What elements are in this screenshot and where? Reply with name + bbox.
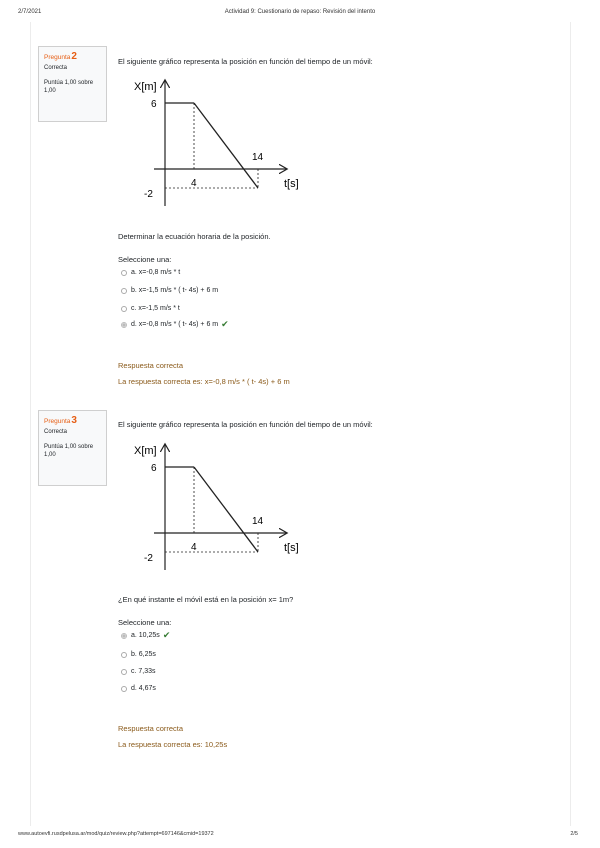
- x-tick-label: 4: [191, 178, 197, 189]
- question-info-box: [38, 410, 107, 486]
- select-label: Seleccione una:: [118, 618, 172, 627]
- radio-button-selected[interactable]: [121, 633, 127, 639]
- question-prompt: ¿En qué instante el móvil está en la posición x= 1m?: [118, 595, 294, 604]
- answer-option-label: c. x=-1,5 m/s * t: [131, 305, 180, 312]
- position-time-graph: [118, 76, 318, 206]
- print-date: 2/7/2021: [18, 9, 42, 15]
- question-info-box: [38, 46, 107, 122]
- x-tick-label: 14: [252, 152, 264, 163]
- position-time-graph: [118, 440, 318, 570]
- radio-button[interactable]: [121, 288, 127, 294]
- answer-option[interactable]: [121, 668, 156, 675]
- y-axis-label: X[m]: [134, 81, 157, 93]
- answer-option-label: a. x=-0,8 m/s * t: [131, 269, 181, 276]
- answer-option-label: d. x=-0,8 m/s * ( t- 4s) + 6 m: [131, 321, 219, 328]
- answer-option-label: c. 7,33s: [131, 668, 156, 675]
- question-text: El siguiente gráfico representa la posición en función del tiempo de un móvil:: [118, 420, 373, 429]
- feedback-text: Respuesta correcta: [118, 724, 184, 733]
- answer-option[interactable]: [121, 287, 218, 294]
- answer-option-selected[interactable]: [121, 632, 170, 639]
- checkmark-icon: ✔: [221, 319, 229, 329]
- print-title: Actividad 9: Cuestionario de repaso: Revisión del intento: [224, 9, 376, 15]
- y-tick-label: 6: [151, 99, 157, 110]
- page-number: 2/5: [570, 831, 578, 837]
- position-segment: [194, 103, 258, 188]
- question-state: Correcta: [44, 65, 68, 71]
- radio-button[interactable]: [121, 686, 127, 692]
- answer-option-label: a. 10,25s: [131, 632, 160, 639]
- x-axis-label: t[s]: [284, 542, 299, 554]
- y-axis-label: X[m]: [134, 445, 157, 457]
- page-border-right: [570, 22, 571, 826]
- answer-option[interactable]: [121, 685, 156, 692]
- question-grade: Puntúa 1,00 sobre 1,00: [44, 80, 94, 94]
- feedback-text: Respuesta correcta: [118, 361, 184, 370]
- correct-answer-text: La respuesta correcta es: 10,25s: [118, 740, 228, 749]
- answer-option[interactable]: [121, 269, 180, 276]
- radio-button[interactable]: [121, 306, 127, 312]
- answer-option-label: d. 4,67s: [131, 685, 156, 692]
- radio-button[interactable]: [121, 270, 127, 276]
- question-grade: Puntúa 1,00 sobre 1,00: [44, 444, 94, 458]
- select-label: Seleccione una:: [118, 255, 172, 264]
- answer-option-label: b. 6,25s: [131, 651, 156, 658]
- x-axis-label: t[s]: [284, 178, 299, 190]
- answer-option[interactable]: [121, 305, 180, 312]
- radio-button-selected[interactable]: [121, 322, 127, 328]
- checkmark-icon: ✔: [162, 630, 171, 640]
- question-number: Pregunta2: [44, 51, 77, 62]
- question-number: Pregunta3: [44, 415, 77, 426]
- radio-button[interactable]: [121, 652, 127, 658]
- radio-button[interactable]: [121, 669, 127, 675]
- question-prompt: Determinar la ecuación horaria de la posición.: [118, 232, 271, 241]
- answer-option-selected[interactable]: [121, 321, 229, 328]
- answer-option[interactable]: [121, 651, 156, 658]
- y-tick-label: -2: [144, 553, 153, 564]
- y-tick-label: -2: [144, 189, 153, 200]
- question-text: El siguiente gráfico representa la posición en función del tiempo de un móvil:: [118, 57, 373, 66]
- position-segment: [194, 467, 258, 552]
- x-tick-label: 4: [191, 542, 197, 553]
- x-tick-label: 14: [252, 516, 264, 527]
- page-border-left: [30, 22, 31, 826]
- y-tick-label: 6: [151, 463, 157, 474]
- correct-answer-text: La respuesta correcta es: x=-0,8 m/s * ( t- 4s) + 6 m: [118, 377, 290, 386]
- print-url: www.autoevfi.rusdpelusa.ar/mod/quiz/review.php?attempt=697146&cmid=19372: [18, 831, 214, 837]
- answer-option-label: b. x=-1,5 m/s * ( t- 4s) + 6 m: [131, 287, 219, 294]
- question-state: Correcta: [44, 429, 68, 435]
